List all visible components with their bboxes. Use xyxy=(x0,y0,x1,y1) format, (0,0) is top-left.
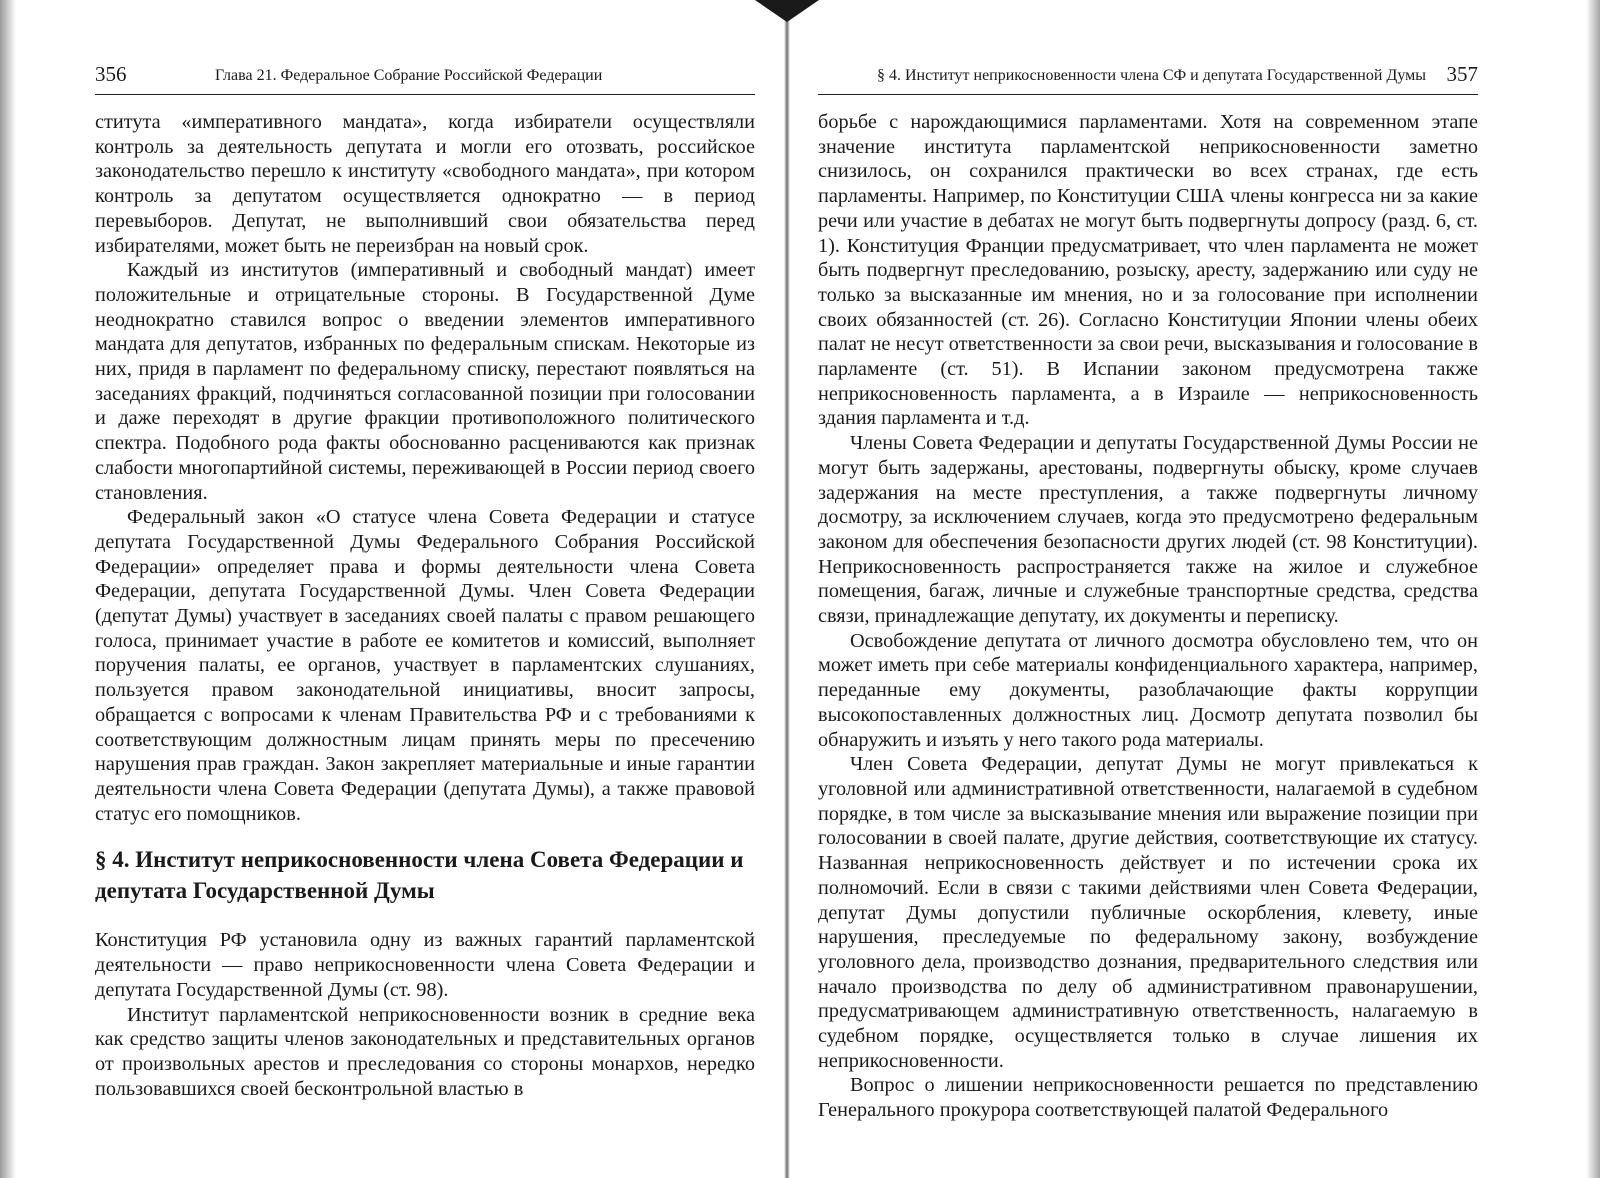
header-rule-right xyxy=(818,94,1478,95)
left-page xyxy=(95,0,755,1178)
page-number-right: 357 xyxy=(1446,62,1478,86)
paragraph: Освобождение депутата от личного досмотра обусловлено тем, что он может иметь при себе материалы конфиденциального характера, например, переданные ему документы, разоблачающие факты коррупции высокопоставленных должностных лиц. Досмотр депутата позволил бы обнаружить и изъять у него такого рода материалы. xyxy=(818,629,1478,751)
paragraph: Член Совета Федерации, депутат Думы не могут привлекаться к уголовной или административной ответственности, налагаемой в судебном порядке, в том числе за высказывание мнения или выражение позиции при голосовании в своей палате, другие действия, соответствующие их статусу. Названная неприкосновенность действует и по истечении срока их полномочий. Если в связи с такими действиями член Совета Федерации, депутат Думы допустили публичные оскорбления, клевету, иные нарушения, преследуемые по федеральному закону, возбуждение уголовного дела, производство дознания, предварительного следствия или начало производства по делу об административном правонарушении, предусматривающем административную ответственность, налагаемую в судебном порядке, осуществляется только в случае лишения их неприкосновенности. xyxy=(818,753,1478,1072)
paragraph: Члены Совета Федерации и депутаты Государственной Думы России не могут быть задержаны, арестованы, подвергнуты обыску, кроме случаев задержания на месте преступления, а также подвергнуты личному досмотру, за исключением случаев, когда это предусмотрено федеральным законом для обеспечения безопасности других людей (ст. 98 Конституции). Неприкосновенность распространяется также на жилое и служебное помещения, багаж, личные и служебные транспортные средства, средства связи, принадлежащие депутату, их документы и переписку. xyxy=(818,432,1478,628)
paragraph: ститута «императивного мандата», когда избиратели осуществляли контроль за деятельность депутата и могли его отозвать, российское законодательство перешло к институту «свободного мандата», при котором контроль за депутатом осуществляется однократно — в период перевыборов. Депутат, не выполнивший свои обязательства перед избирателями, может быть не переизбран на новый срок. xyxy=(95,111,755,257)
left-page-body xyxy=(95,110,755,1101)
right-page-body xyxy=(818,110,1478,1123)
page-number-left: 356 xyxy=(95,62,127,86)
chapter-header: Глава 21. Федеральное Собрание Российской Федерации xyxy=(215,67,603,84)
scan-edge-left xyxy=(0,0,16,1178)
section-header: § 4. Институт неприкосновенности члена СФ и депутата Государственной Думы xyxy=(876,67,1426,84)
scan-edge-right xyxy=(1586,0,1600,1178)
section-heading: § 4. Институт неприкосновенности члена Совета Федерации и депутата Государственной Думы xyxy=(95,847,744,904)
running-head-right xyxy=(818,62,1478,90)
paragraph: Вопрос о лишении неприкосновенности решается по представлению Генерального прокурора соответствующей палатой Федерального xyxy=(818,1074,1478,1122)
paragraph: Каждый из институтов (императивный и свободный мандат) имеет положительные и отрицательные стороны. В Государственной Думе неоднократно ставился вопрос о введении элементов императивного мандата для депутатов, избранных по федеральным спискам. Некоторые из них, придя в парламент по федеральному списку, перестают появляться на заседаниях фракций, подчиняться согласованной позиции при голосовании и даже переходят в другие фракции противоположного политического спектра. Подобного рода факты обоснованно расцениваются как признак слабости многопартийной системы, переживающей в России период своего становления. xyxy=(95,259,755,504)
right-page xyxy=(818,0,1478,1178)
paragraph: борьбе с нарождающимися парламентами. Хотя на современном этапе значение института парламентской неприкосновенности заметно снизилось, он сохранился практически во всех странах, где есть парламенты. Например, по Конституции США члены конгресса ни за какие речи или участие в дебатах не могут быть подвергнуты допросу (разд. 6, ст. 1). Конституция Франции предусматривает, что член парламента не может быть подвергнут преследованию, розыску, аресту, задержанию или суду не только за высказанные им мнения, но и за голосование при исполнении своих обязанностей (ст. 26). Согласно Конституции Японии члены обеих палат не несут ответственности за свои речи, высказывания и голосование в парламенте (ст. 51). В Испании законом предусмотрена также неприкосновенность парламента, а в Израиле — неприкосновенность здания парламента и т.д. xyxy=(818,111,1478,430)
running-head-left xyxy=(95,62,755,90)
book-gutter xyxy=(784,0,790,1178)
paragraph: Институт парламентской неприкосновенности возник в средние века как средство защиты членов законодательных и представительных органов от произвольных арестов и преследования со стороны монархов, нередко пользовавшихся своей бесконтрольной властью в xyxy=(95,1003,755,1100)
gutter-shadow-mark xyxy=(755,0,819,22)
paragraph: Конституция РФ установила одну из важных гарантий парламентской деятельности — право неприкосновенности члена Совета Федерации и депутата Государственной Думы (ст. 98). xyxy=(95,929,755,1001)
header-rule-left xyxy=(95,94,755,95)
paragraph: Федеральный закон «О статусе члена Совета Федерации и статусе депутата Государственной Думы Федерального Собрания Российской Федерации» определяет права и формы деятельности члена Совета Федерации, депутата Государственной Думы. Член Совета Федерации (депутат Думы) участвует в заседаниях своей палаты с правом решающего голоса, принимает участие в работе ее комитетов и комиссий, выполняет поручения палаты, ее органов, участвует в парламентских слушаниях, пользуется правом законодательной инициативы, вносит запросы, обращается с вопросами к членам Правительства РФ и с требованиями к соответствующим должностным лицам принять меры по пресечению нарушения прав граждан. Закон закрепляет материальные и иные гарантии деятельности члена Совета Федерации (депутата Думы), а также правовой статус его помощников. xyxy=(95,506,755,825)
